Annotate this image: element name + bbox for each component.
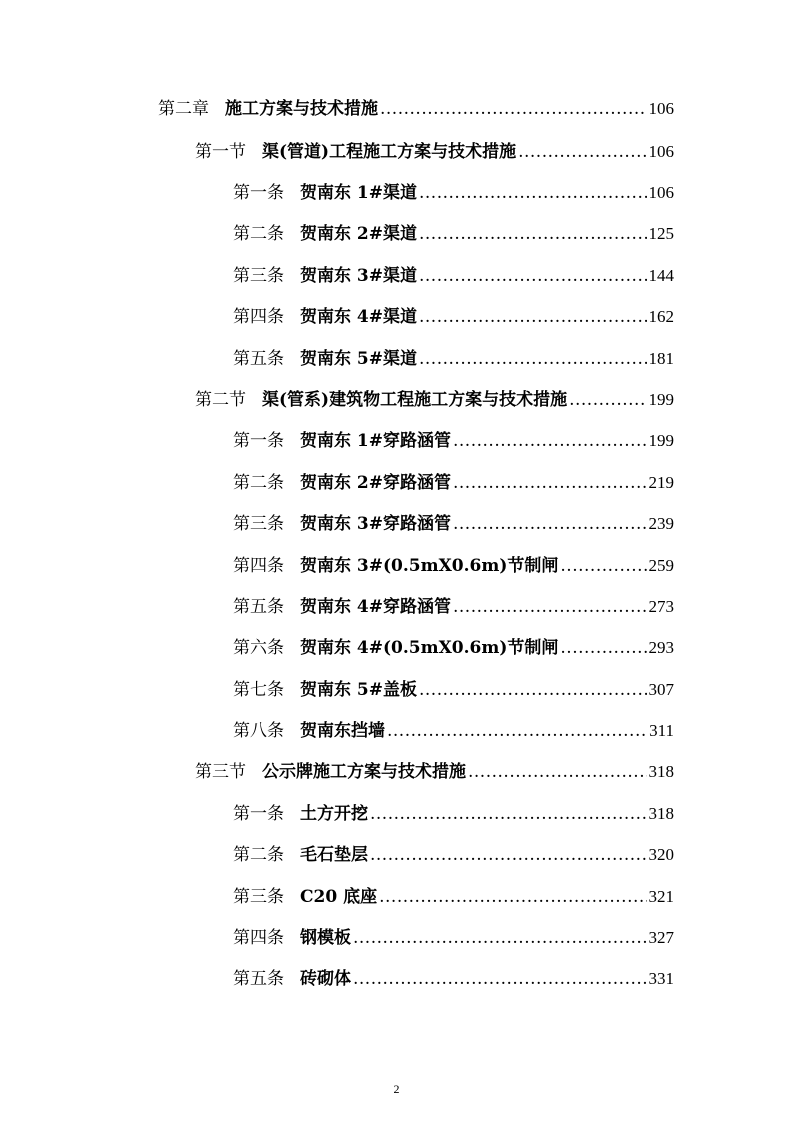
- toc-item-row[interactable]: [233, 841, 674, 869]
- item-page: 259: [648, 556, 674, 575]
- item-title: 贺南东 1#穿路涵管: [300, 431, 451, 451]
- item-title: 贺南东 5#盖板: [300, 680, 417, 700]
- section-page: 199: [648, 390, 674, 409]
- leader-dots: [379, 883, 646, 911]
- item-title: 贺南东 3#穿路涵管: [300, 514, 451, 534]
- item-page: 125: [648, 224, 674, 243]
- item-page: 181: [648, 349, 674, 368]
- item-number: 第六条: [233, 638, 284, 658]
- toc-item-row[interactable]: [233, 220, 674, 248]
- leader-dots: [370, 800, 647, 828]
- leader-dots: [453, 469, 647, 497]
- toc-item-row[interactable]: [233, 965, 674, 993]
- item-number: 第五条: [233, 597, 284, 617]
- leader-dots: [560, 552, 646, 580]
- item-number: 第一条: [233, 183, 284, 203]
- toc-section-row[interactable]: [195, 386, 674, 414]
- leader-dots: [453, 593, 647, 621]
- item-title: 贺南东挡墙: [300, 721, 385, 741]
- leader-dots: [419, 676, 647, 704]
- item-title: 贺南东 1#渠道: [300, 183, 417, 203]
- leader-dots: [453, 427, 647, 455]
- item-title: 砖砌体: [300, 969, 351, 989]
- item-page: 239: [648, 514, 674, 533]
- item-page: 331: [648, 969, 674, 988]
- toc-item-row[interactable]: [233, 593, 674, 621]
- section-page: 106: [648, 142, 674, 161]
- leader-dots: [569, 386, 646, 414]
- item-number: 第二条: [233, 845, 284, 865]
- item-title: 贺南东 4#渠道: [300, 307, 417, 327]
- section-title: 渠(管道)工程施工方案与技术措施: [262, 142, 517, 162]
- toc-item-row[interactable]: [233, 303, 674, 331]
- item-page: 144: [648, 266, 674, 285]
- item-page: 320: [648, 845, 674, 864]
- toc-section-row[interactable]: [195, 138, 674, 166]
- leader-dots: [419, 262, 647, 290]
- item-title: 钢模板: [300, 928, 351, 948]
- item-page: 293: [648, 638, 674, 657]
- toc-section-row[interactable]: [195, 758, 674, 786]
- item-page: 327: [648, 928, 674, 947]
- chapter-number: 第二章: [158, 99, 209, 119]
- toc-item-row[interactable]: [233, 427, 674, 455]
- item-number: 第一条: [233, 804, 284, 824]
- leader-dots: [453, 510, 647, 538]
- item-number: 第二条: [233, 473, 284, 493]
- leader-dots: [419, 345, 647, 373]
- toc-item-row[interactable]: [233, 924, 674, 952]
- item-number: 第七条: [233, 680, 284, 700]
- item-title: 贺南东 2#穿路涵管: [300, 473, 451, 493]
- item-title: 贺南东 3#(0.5mX0.6m)节制闸: [300, 556, 559, 576]
- item-page: 311: [649, 721, 674, 740]
- leader-dots: [419, 303, 647, 331]
- item-page: 321: [648, 887, 674, 906]
- item-title: 贺南东 4#穿路涵管: [300, 597, 451, 617]
- item-number: 第五条: [233, 969, 284, 989]
- item-number: 第四条: [233, 307, 284, 327]
- item-page: 273: [648, 597, 674, 616]
- toc-item-row[interactable]: [233, 717, 674, 745]
- toc-item-row[interactable]: [233, 262, 674, 290]
- toc-item-row[interactable]: [233, 634, 674, 662]
- leader-dots: [387, 717, 647, 745]
- item-page: 219: [648, 473, 674, 492]
- toc-item-row[interactable]: [233, 800, 674, 828]
- item-number: 第四条: [233, 556, 284, 576]
- toc-item-row[interactable]: [233, 469, 674, 497]
- item-page: 307: [648, 680, 674, 699]
- chapter-page: 106: [648, 99, 674, 118]
- leader-dots: [380, 95, 647, 123]
- toc-item-row[interactable]: [233, 510, 674, 538]
- leader-dots: [419, 220, 647, 248]
- item-title: 贺南东 4#(0.5mX0.6m)节制闸: [300, 638, 559, 658]
- item-page: 318: [648, 804, 674, 823]
- leader-dots: [518, 138, 646, 166]
- item-number: 第三条: [233, 514, 284, 534]
- item-page: 199: [648, 431, 674, 450]
- item-title: 土方开挖: [300, 804, 368, 824]
- item-title: 贺南东 3#渠道: [300, 266, 417, 286]
- toc-item-row[interactable]: [233, 345, 674, 373]
- section-number: 第二节: [195, 390, 246, 410]
- item-number: 第一条: [233, 431, 284, 451]
- item-number: 第八条: [233, 721, 284, 741]
- toc-item-row[interactable]: [233, 883, 674, 911]
- leader-dots: [419, 179, 647, 207]
- leader-dots: [468, 758, 647, 786]
- item-page: 106: [648, 183, 674, 202]
- item-page: 162: [648, 307, 674, 326]
- item-number: 第三条: [233, 887, 284, 907]
- chapter-title: 施工方案与技术措施: [225, 99, 378, 119]
- toc-item-row[interactable]: [233, 179, 674, 207]
- leader-dots: [370, 841, 647, 869]
- item-title: 毛石垫层: [300, 845, 368, 865]
- item-title: 贺南东 5#渠道: [300, 349, 417, 369]
- item-number: 第五条: [233, 349, 284, 369]
- section-number: 第三节: [195, 762, 246, 782]
- leader-dots: [560, 634, 646, 662]
- toc-item-row[interactable]: [233, 552, 674, 580]
- leader-dots: [353, 965, 647, 993]
- page-number: 2: [393, 1082, 400, 1096]
- item-number: 第二条: [233, 224, 284, 244]
- section-number: 第一节: [195, 142, 246, 162]
- section-title: 公示牌施工方案与技术措施: [262, 762, 466, 782]
- section-title: 渠(管系)建筑物工程施工方案与技术措施: [262, 390, 568, 410]
- item-number: 第四条: [233, 928, 284, 948]
- leader-dots: [353, 924, 647, 952]
- section-page: 318: [648, 762, 674, 781]
- item-number: 第三条: [233, 266, 284, 286]
- toc-item-row[interactable]: [233, 676, 674, 704]
- toc-chapter-row[interactable]: [158, 95, 674, 123]
- item-title: C20 底座: [300, 887, 378, 907]
- item-title: 贺南东 2#渠道: [300, 224, 417, 244]
